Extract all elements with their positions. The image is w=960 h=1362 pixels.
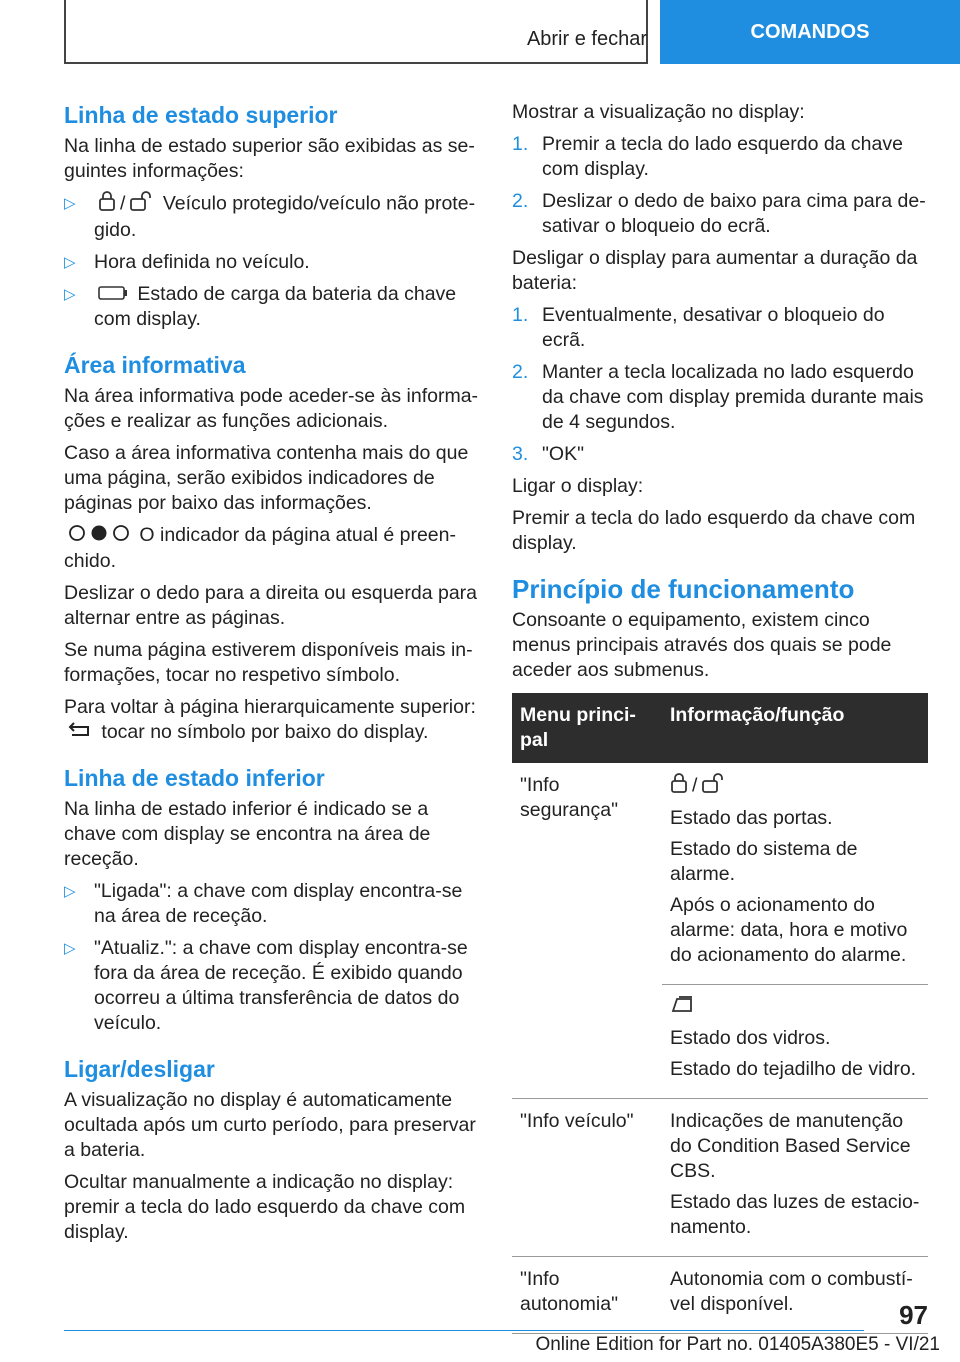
para: Na linha de estado inferior é indicado se a chave com display se encontra na área de receção. [64, 798, 431, 871]
table-cell: "Info segurança" [512, 763, 662, 1099]
para: Na área informativa pode aceder-se às informações e realizar as funções adicionais. [64, 385, 479, 433]
num-text: Eventualmente, desativar o bloqueio do ecrã. [542, 304, 885, 351]
para-text: tocar no símbolo por baixo do display. [101, 720, 429, 743]
num-label: 2. [512, 361, 529, 383]
num-label: 2. [512, 190, 529, 212]
num-text: Manter a tecla localizada no lado esquerdo da chave com display premida durante mais de 4 segundos. [542, 361, 924, 433]
battery-icon [98, 282, 128, 307]
footer-rule [64, 1330, 864, 1331]
bullet-marker: ▷ [64, 883, 76, 901]
bullet-marker: ▷ [64, 195, 76, 212]
back-arrow-icon [68, 720, 92, 745]
table-header: Informação/função [662, 693, 928, 763]
header-rule-left [64, 0, 66, 64]
para [64, 695, 482, 745]
para: Na linha de estado superior são exibidas as seguintes informações: [64, 135, 475, 182]
window-icon [670, 995, 694, 1020]
cell-text: Estado do sistema de alarme. [670, 838, 858, 885]
left-column [64, 100, 482, 1252]
para: Mostrar a visualização no display: [512, 101, 805, 123]
cell-text: Após o acionamento do alarme: data, hora e motivo do acionamento do alarme. [670, 894, 908, 966]
table-cell [662, 763, 928, 985]
cell-icons [670, 773, 920, 800]
bullet-item [64, 936, 482, 1036]
bullet-text: "Ligada": a chave com display encontra-se na área de receção. [94, 880, 463, 928]
lock-open-icon [129, 191, 153, 218]
cell-icons [670, 995, 920, 1020]
numbered-item [512, 360, 930, 435]
table-header-row [512, 693, 928, 763]
para: Ocultar manualmente a indicação no display: premir a tecla do lado esquerdo da chave com display. [64, 1171, 466, 1244]
cell-text: Indicações de manutenção do Condition Based Service CBS. [670, 1110, 911, 1183]
bullet-marker: ▷ [64, 254, 76, 271]
cell-text: Estado das portas. [670, 807, 833, 829]
table-cell: "Info autonomia" [512, 1257, 662, 1334]
para: A visualização no display é automaticamente ocultada após um curto período, para preservar a bateria. [64, 1089, 476, 1162]
table-cell: "Info veículo" [512, 1099, 662, 1257]
table-cell [662, 1099, 928, 1257]
cell-text: Autonomia com o combustível disponível. [670, 1268, 913, 1316]
header-rule-bottom [64, 62, 648, 64]
numbered-item [512, 189, 930, 239]
num-text: Premir a tecla do lado esquerdo da chave com display. [542, 133, 903, 180]
para: Se numa página estiverem disponíveis mais informações, tocar no respetivo símbolo. [64, 638, 473, 686]
lock-open-icon [701, 773, 725, 800]
bullet-item [64, 191, 482, 243]
menu-table [512, 693, 928, 1334]
para-text: Para voltar à página hierarquicamente superior: [64, 695, 476, 718]
numbered-item [512, 442, 930, 467]
cell-text: Estado das luzes de estacionamento. [670, 1191, 920, 1239]
bullet-item [64, 879, 482, 929]
slash: / [120, 192, 126, 215]
para: Desligar o display para aumentar a duração da bateria: [512, 247, 918, 294]
heading-info-area: Área informativa [64, 352, 246, 379]
bullet-item [64, 282, 482, 332]
page-dots-icon [68, 524, 130, 549]
num-label: 3. [512, 443, 529, 465]
table-row [512, 1099, 928, 1257]
header-tab: COMANDOS [660, 0, 960, 64]
para [64, 523, 482, 573]
table-row [512, 1257, 928, 1334]
bullet-text: Estado de carga da bateria da chave com display. [94, 283, 457, 331]
slash: / [692, 774, 698, 797]
footer-edition: Online Edition for Part no. 01405A380E5 - VI/21 [535, 1334, 940, 1355]
bullet-marker: ▷ [64, 286, 76, 303]
para: Caso a área informativa contenha mais do que uma página, serão exibidos indicadores de páginas por baixo das informações. [64, 442, 469, 515]
right-column [512, 100, 930, 1334]
heading-status-bottom: Linha de estado inferior [64, 765, 325, 792]
page-number: 97 [899, 1300, 928, 1330]
num-text: "OK" [542, 443, 585, 465]
bullet-text: "Atualiz.": a chave com display encontra-se fora da área de receção. É exibido quando ocorreu a última transferência de datos do veículo. [94, 937, 468, 1035]
bullet-item [64, 250, 482, 275]
heading-principle: Princípio de funcionamento [512, 574, 855, 604]
para: Consoante o equipamento, existem cinco menus principais através dos quais se pode aceder aos submenus. [512, 609, 892, 681]
num-text: Deslizar o dedo de baixo para cima para desativar o bloqueio do ecrã. [542, 190, 926, 237]
para: Premir a tecla do lado esquerdo da chave com display. [512, 507, 916, 554]
heading-status-top: Linha de estado superior [64, 102, 338, 128]
num-label: 1. [512, 304, 529, 326]
num-label: 1. [512, 133, 529, 155]
para: Ligar o display: [512, 475, 644, 497]
table-cell [662, 1257, 928, 1334]
table-header: Menu principal [512, 693, 662, 763]
lock-closed-icon [98, 191, 116, 218]
table-row [512, 763, 928, 985]
para-text: O indicador da página atual é preenchido. [64, 524, 456, 572]
bullet-text: Veículo protegido/veículo não protegido. [94, 192, 476, 241]
numbered-item [512, 303, 930, 353]
heading-on-off: Ligar/desligar [64, 1056, 215, 1083]
bullet-text: Hora definida no veículo. [94, 251, 310, 273]
numbered-item [512, 132, 930, 182]
table-cell [662, 985, 928, 1099]
header-section: Abrir e fechar [526, 28, 647, 50]
cell-text: Estado do tejadilho de vidro. [670, 1058, 917, 1081]
para: Deslizar o dedo para a direita ou esquerda para alternar entre as páginas. [64, 581, 478, 629]
cell-text: Estado dos vidros. [670, 1027, 831, 1050]
lock-closed-icon [670, 773, 688, 800]
bullet-marker: ▷ [64, 940, 76, 958]
